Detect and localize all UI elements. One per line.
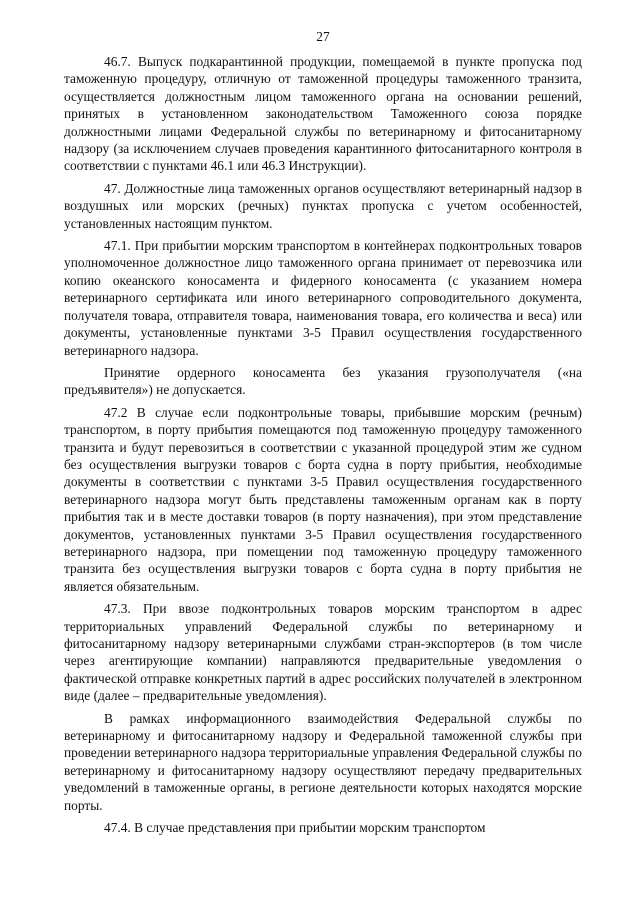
paragraph-order-bill: Принятие ордерного коносамента без указания грузополучателя («на предъявителя») не допускается.: [64, 364, 582, 398]
page-number: 27: [316, 29, 330, 44]
paragraph-47-4: 47.4. В случае представления при прибытии морским транспортом: [104, 820, 486, 836]
paragraph-47-1: 47.1. При прибытии морским транспортом в контейнерах подконтрольных товаров уполномоченное должностное лицо таможенного органа принимает от перевозчика или копию океанского коносамента и фидерного коносамента (с указанием номера ветеринарного сертификата или иного ветеринарного сопроводительного документа, получателя товара, отправителя товара, наименования товара, его количества и веса) или документы, установленные пунктами 3-5 Правил осуществления государственного ветеринарного надзора.: [64, 238, 582, 358]
paragraph-46-7: 46.7. Выпуск подкарантинной продукции, помещаемой в пункте пропуска под таможенную процедуру, отличную от таможенной процедуры таможенного транзита, осуществляется должностным лицом таможенного органа на основании решений, принятых в установленном законодательством Таможенного союза порядке должностными лицами Федеральной службы по ветеринарному и фитосанитарному надзору (за исключением случаев проведения карантинного фитосанитарного контроля в соответствии с пунктами 46.1 или 46.3 Инструкции).: [64, 54, 582, 174]
paragraph-47-3: 47.3. При ввозе подконтрольных товаров морским транспортом в адрес территориальных управлений Федеральной службы по ветеринарному и фитосанитарному надзору ветеринарными службами стран-экспортеров (в том числе через агентирующие компании) направляются предварительные уведомления о фактической отправке конкретных партий в адрес российских получателей в электронном виде (далее – предварительные уведомления).: [64, 601, 582, 704]
paragraph-47: 47. Должностные лица таможенных органов осуществляют ветеринарный надзор в воздушных или морских (речных) пунктах пропуска с учетом особенностей, установленных настоящим пунктом.: [64, 180, 582, 231]
paragraph-47-2: 47.2 В случае если подконтрольные товары, прибывшие морским (речным) транспортом, в порту прибытия помещаются под таможенную процедуру таможенного транзита и будут перевозиться в соответствии с указанной процедурой этим же судном без осуществления выгрузки товаров с борта судна в порту прибытия, необходимые документы в соответствии с пунктами 3-5 Правил осуществления государственного ветеринарного надзора могут быть представлены таможенным органам как в порту прибытия так и в месте доставки товаров (в порту назначения), при этом представление документов, установленных пунктами 3-5 Правил осуществления государственного ветеринарного надзора, при помещении под таможенную процедуру таможенного транзита без осуществления выгрузки товаров с борта судна в порту прибытия не является обязательным.: [64, 404, 582, 594]
paragraph-info-exchange: В рамках информационного взаимодействия Федеральной службы по ветеринарному и фитосанитарному надзору и Федеральной таможенной службы при проведении ветеринарного надзора территориальные управления Федеральной службы по ветеринарному и фитосанитарному надзору осуществляют передачу предварительных уведомлений в таможенные органы, в регионе деятельности которых находятся морские порты.: [64, 710, 582, 813]
